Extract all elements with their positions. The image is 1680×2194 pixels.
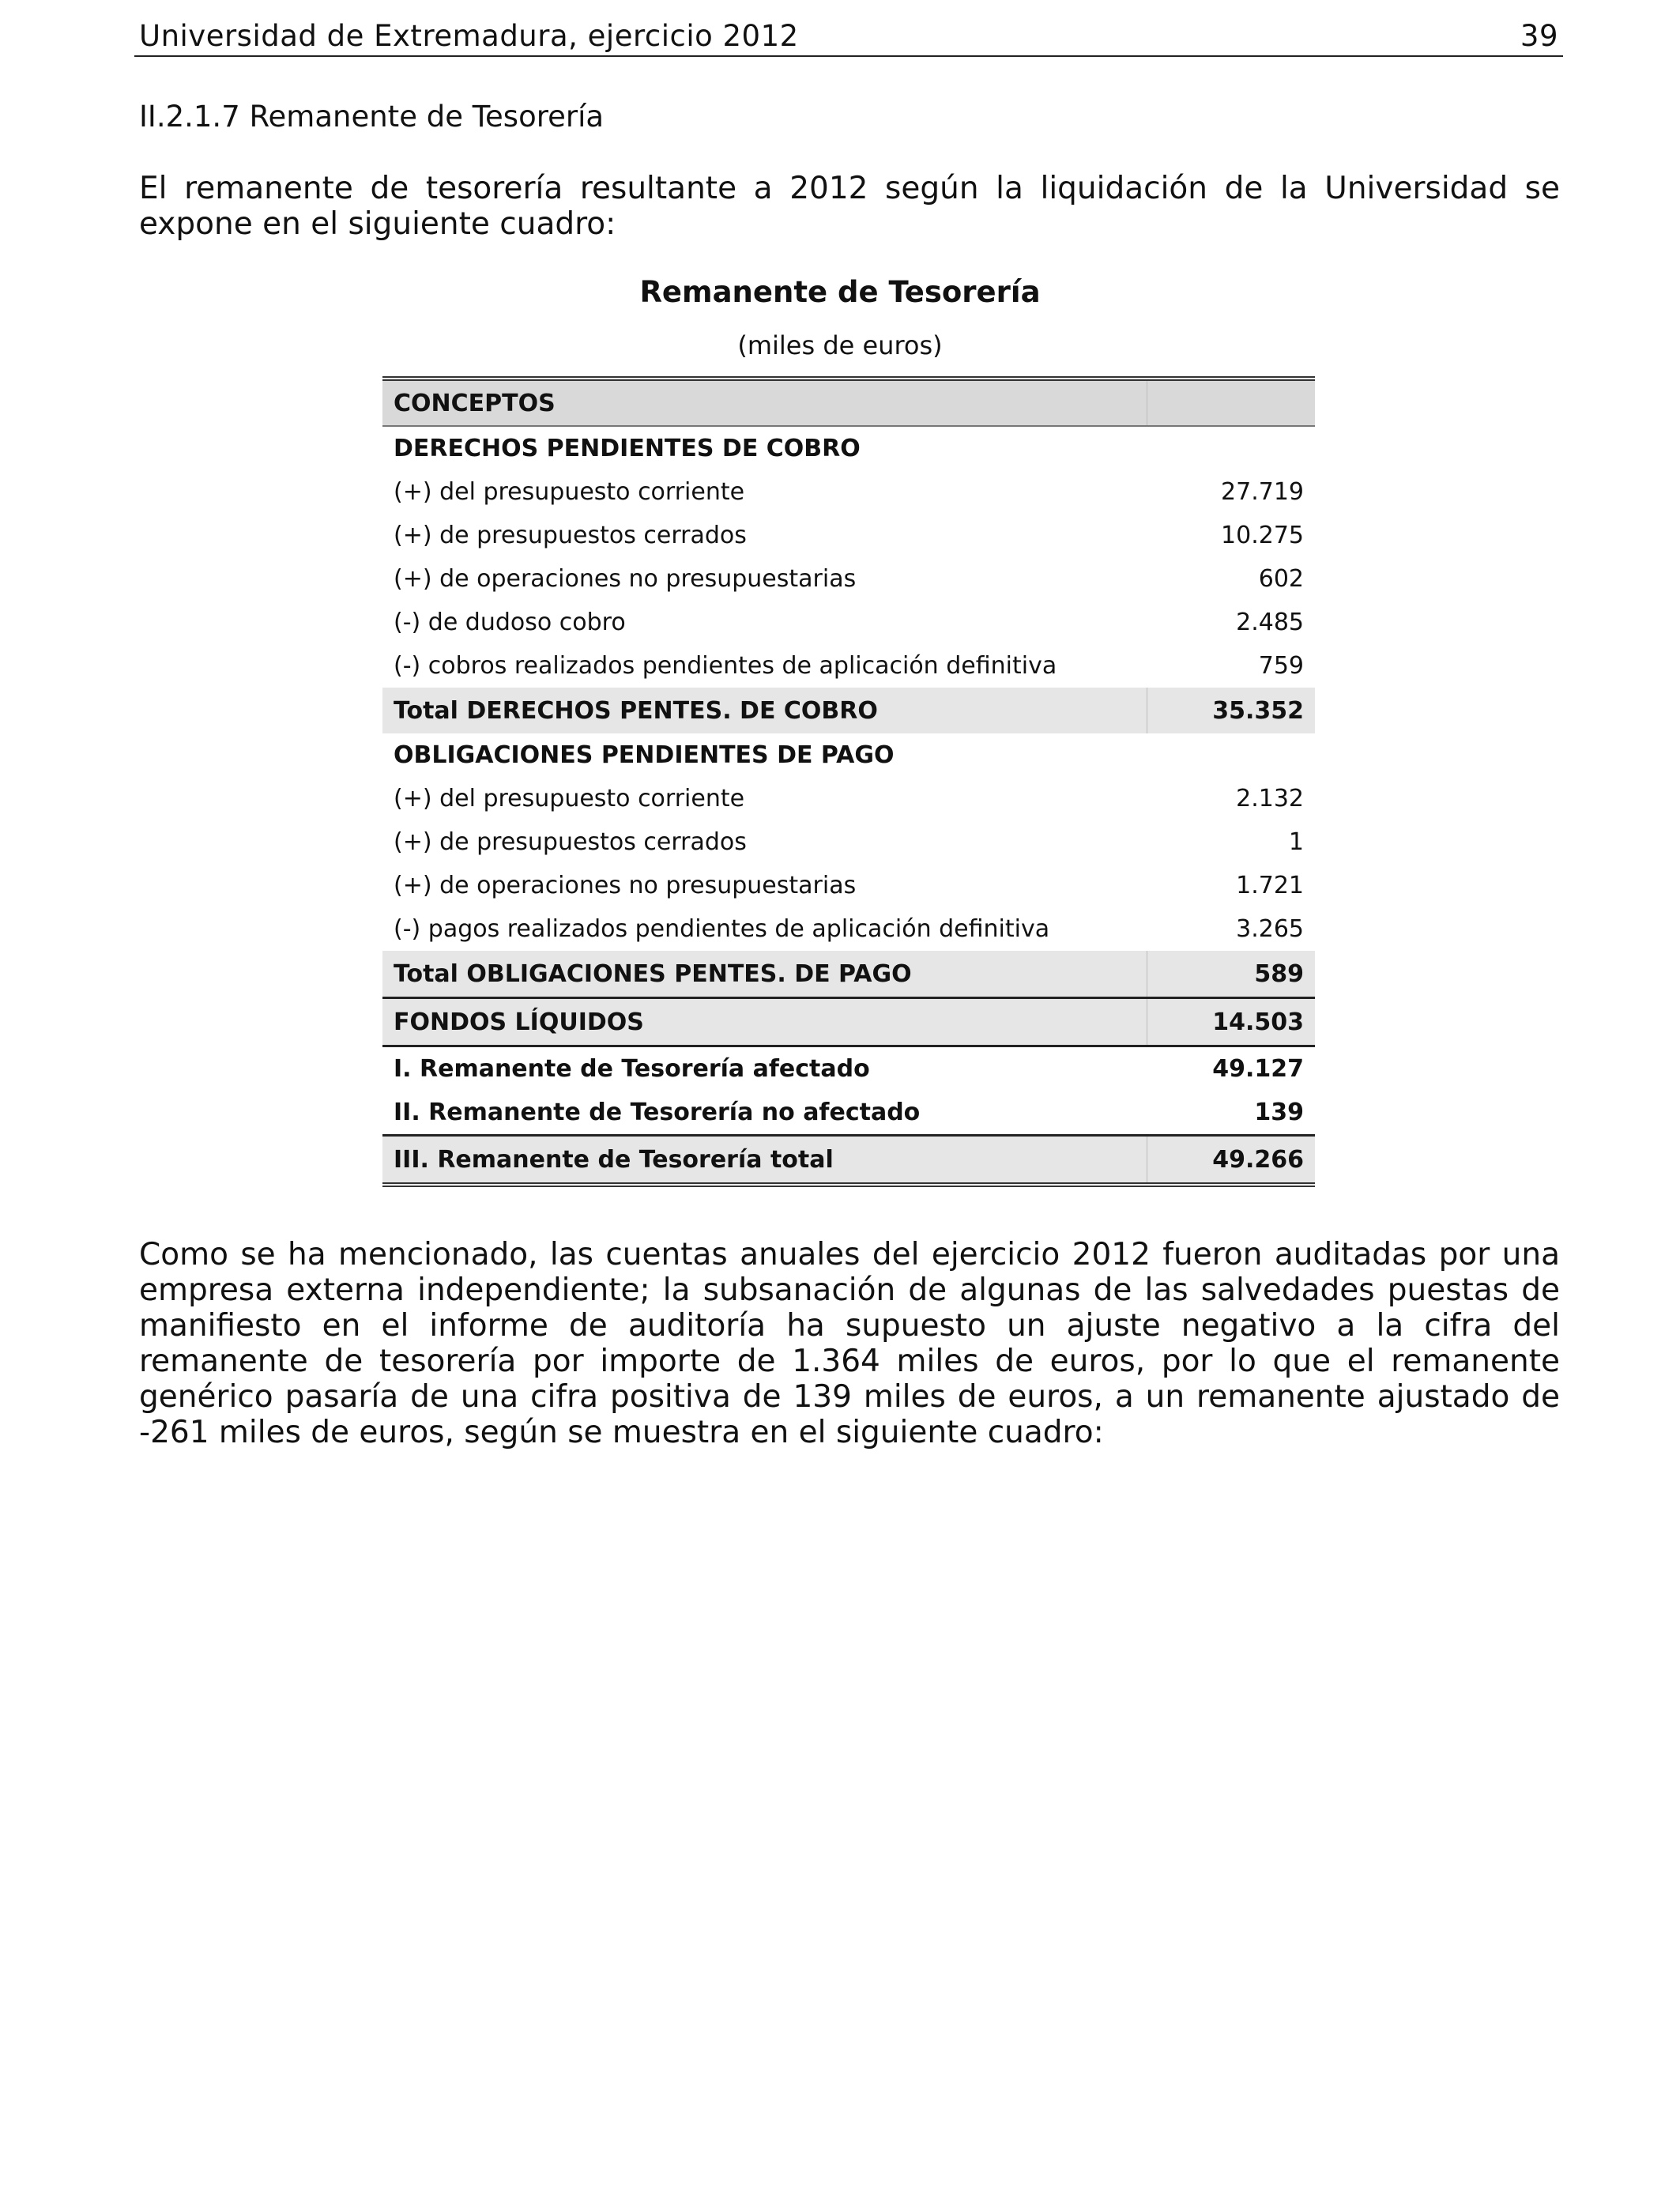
intro-paragraph: El remanente de tesorería resultante a 2012 según la liquidación de la Universidad se expone en el siguiente cuadro:: [139, 171, 1560, 242]
row-concept: FONDOS LÍQUIDOS: [382, 998, 1147, 1046]
table-header-row: [382, 379, 1315, 426]
row-concept: (+) de presupuestos cerrados: [394, 828, 747, 856]
table-row: [382, 557, 1315, 601]
table-subtitle: (miles de euros): [737, 330, 943, 360]
row-concept: (+) de operaciones no presupuestarias: [394, 565, 857, 593]
table-row: [382, 470, 1315, 514]
row-concept: (+) de operaciones no presupuestarias: [394, 872, 857, 899]
row-value: 49.266: [1147, 1136, 1316, 1186]
row-value: [1147, 426, 1316, 470]
remanente-table: [382, 376, 1315, 1187]
row-concept: (+) de presupuestos cerrados: [394, 522, 747, 549]
row-value: 35.352: [1147, 688, 1316, 733]
row-concept: (-) cobros realizados pendientes de aplicación definitiva: [394, 652, 1057, 680]
table-title: Remanente de Tesorería: [639, 275, 1041, 309]
header-title: Universidad de Extremadura, ejercicio 2012: [139, 19, 799, 53]
table-row: [382, 1091, 1315, 1136]
table-row: [382, 777, 1315, 820]
table-row: [382, 907, 1315, 951]
row-concept: Total OBLIGACIONES PENTES. DE PAGO: [382, 951, 1147, 998]
row-value: 589: [1147, 951, 1316, 998]
table-row: [382, 820, 1315, 864]
closing-paragraph: Como se ha mencionado, las cuentas anuales del ejercicio 2012 fueron auditadas por una empresa externa independiente; la subsanación de algunas de las salvedades puestas de manifiesto en el informe de auditoría ha supuesto un ajuste negativo a la cifra del remanente de tesorería por importe de 1.364 miles de euros, por lo que el remanente genérico pasaría de una cifra positiva de 139 miles de euros, a un remanente ajustado de -261 miles de euros, según se muestra en el siguiente cuadro:: [139, 1237, 1560, 1450]
table-row: [382, 1136, 1315, 1186]
column-header-concepts: CONCEPTOS: [382, 379, 1147, 426]
row-value: 3.265: [1236, 915, 1304, 943]
row-value: 2.132: [1236, 785, 1304, 812]
row-concept: DERECHOS PENDIENTES DE COBRO: [394, 435, 861, 462]
row-value: 2.485: [1236, 609, 1304, 636]
column-header-value: [1147, 379, 1316, 426]
row-concept: (-) pagos realizados pendientes de aplicación definitiva: [394, 915, 1050, 943]
row-concept: (+) del presupuesto corriente: [394, 785, 745, 812]
row-concept: II. Remanente de Tesorería no afectado: [394, 1099, 921, 1126]
row-concept: (+) del presupuesto corriente: [394, 478, 745, 506]
table-row: [382, 998, 1315, 1046]
table-row: [382, 688, 1315, 733]
row-value: 27.719: [1221, 478, 1304, 506]
table-row: [382, 864, 1315, 907]
row-concept: I. Remanente de Tesorería afectado: [394, 1055, 870, 1083]
row-concept: III. Remanente de Tesorería total: [382, 1136, 1147, 1186]
row-value: 1: [1288, 828, 1304, 856]
row-concept: Total DERECHOS PENTES. DE COBRO: [382, 688, 1147, 733]
page-number: 39: [1520, 19, 1558, 53]
table-row: [382, 514, 1315, 557]
table-row: [382, 644, 1315, 688]
row-value: 14.503: [1147, 998, 1316, 1046]
row-value: 1.721: [1236, 872, 1304, 899]
row-value: 49.127: [1212, 1055, 1304, 1083]
table-row: [382, 1046, 1315, 1091]
row-value: 602: [1258, 565, 1304, 593]
table-row: [382, 426, 1315, 470]
row-concept: (-) de dudoso cobro: [394, 609, 626, 636]
row-value: 10.275: [1221, 522, 1304, 549]
table-row: [382, 601, 1315, 644]
row-value: 139: [1254, 1099, 1304, 1126]
row-value: 759: [1258, 652, 1304, 680]
row-value: [1147, 733, 1316, 777]
page-header: [134, 14, 1563, 57]
row-concept: OBLIGACIONES PENDIENTES DE PAGO: [394, 741, 895, 769]
table-row: [382, 733, 1315, 777]
table-row: [382, 951, 1315, 998]
section-heading: II.2.1.7 Remanente de Tesorería: [139, 100, 605, 134]
